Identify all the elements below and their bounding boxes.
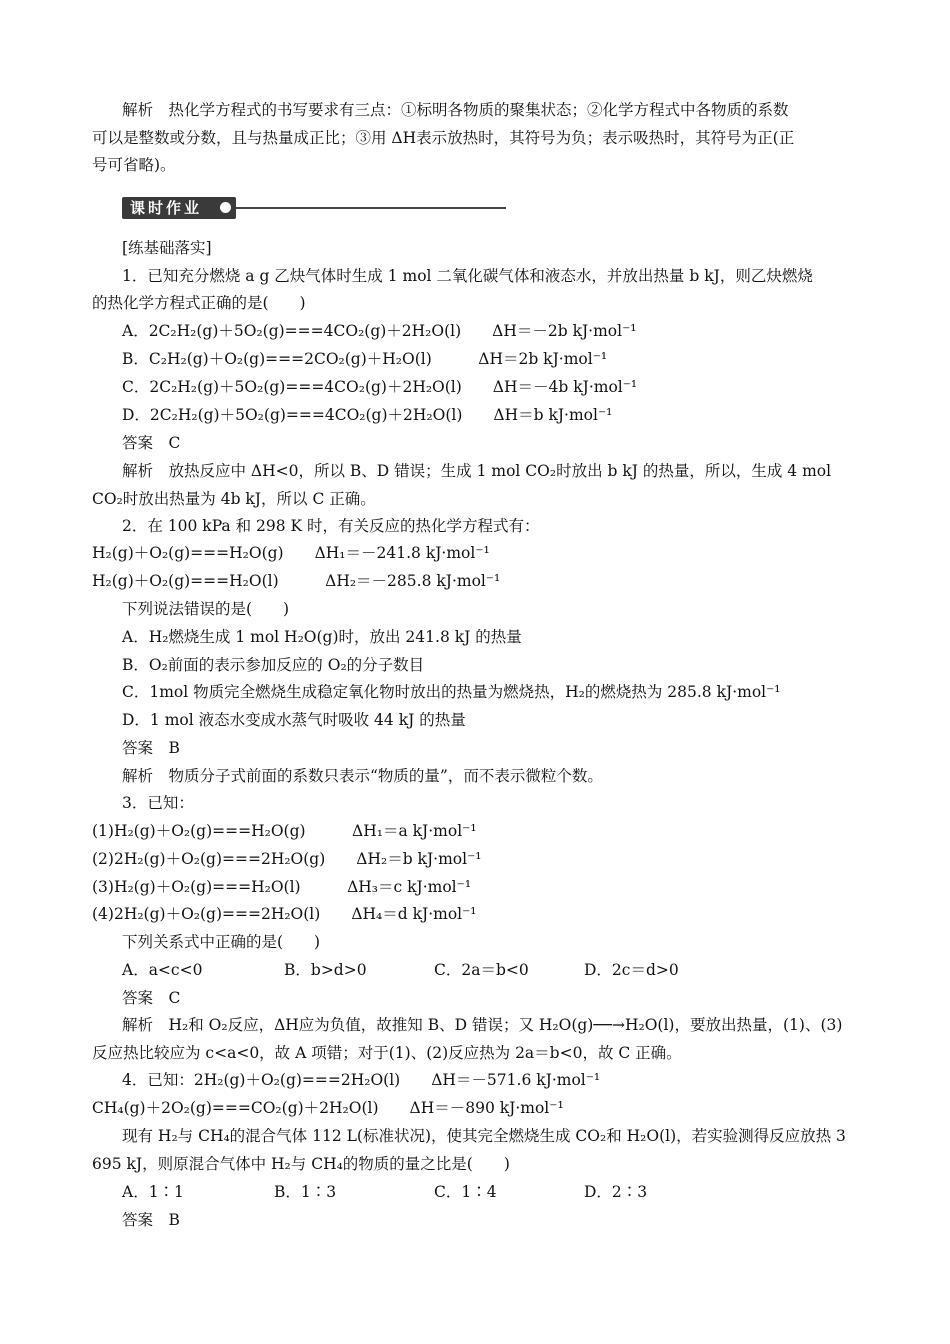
question-3-option-d: D．2c＝d>0 [584, 961, 679, 979]
question-1-explanation: 解析 放热反应中 ΔH<0，所以 B、D 错误；生成 1 mol CO₂时放出 b kJ 的热量，所以，生成 4 mol [122, 462, 832, 480]
question-4-option-b: B．1∶3 [274, 1183, 337, 1201]
bullet-dot-icon [220, 202, 231, 213]
explanation-line: 号可省略)。 [92, 156, 176, 174]
question-4-option-a: A．1∶1 [122, 1183, 184, 1201]
question-4-body: 现有 H₂与 CH₄的混合气体 112 L(标准状况)，使其完全燃烧生成 CO₂和 H₂O(l)，若实验测得反应放热 3 [122, 1127, 846, 1145]
question-3-equation: (3)H₂(g)＋O₂(g)===H₂O(l) ΔH₃＝c kJ·mol⁻¹ [92, 878, 472, 896]
question-3-option-b: B．b>d>0 [284, 961, 367, 979]
question-2-explanation: 解析 物质分子式前面的系数只表示“物质的量”，而不表示微粒个数。 [122, 767, 603, 785]
question-1-stem: 1．已知充分燃烧 a g 乙炔气体时生成 1 mol 二氧化碳气体和液态水，并放出热量 b kJ，则乙炔燃烧 [122, 267, 813, 285]
question-1-option-b: B．C₂H₂(g)＋O₂(g)===2CO₂(g)＋H₂O(l) ΔH＝2b kJ·mol⁻¹ [122, 350, 608, 368]
question-3-equation: (2)2H₂(g)＋O₂(g)===2H₂O(g) ΔH₂＝b kJ·mol⁻¹ [92, 850, 482, 868]
question-1-option-d: D．2C₂H₂(g)＋5O₂(g)===4CO₂(g)＋2H₂O(l) ΔH＝b kJ·mol⁻¹ [122, 406, 613, 424]
question-4-equation: CH₄(g)＋2O₂(g)===CO₂(g)＋2H₂O(l) ΔH＝－890 kJ·mol⁻¹ [92, 1099, 564, 1117]
section-banner [122, 197, 506, 221]
question-1-option-a: A．2C₂H₂(g)＋5O₂(g)===4CO₂(g)＋2H₂O(l) ΔH＝－2b kJ·mol⁻¹ [122, 322, 637, 340]
question-3-equation: (4)2H₂(g)＋O₂(g)===2H₂O(l) ΔH₄＝d kJ·mol⁻¹ [92, 905, 477, 923]
question-3-explanation: 解析 H₂和 O₂反应，ΔH应为负值，故推知 B、D 错误；又 H₂O(g)──→H₂O(l)，要放出热量，(1)、(3) [122, 1016, 843, 1034]
question-2-option-c: C．1mol 物质完全燃烧生成稳定氧化物时放出的热量为燃烧热，H₂的燃烧热为 285.8 kJ·mol⁻¹ [122, 683, 781, 701]
question-2-equation: H₂(g)＋O₂(g)===H₂O(g) ΔH₁＝－241.8 kJ·mol⁻¹ [92, 544, 490, 562]
question-4-answer: 答案 B [122, 1211, 180, 1229]
question-3-equation: (1)H₂(g)＋O₂(g)===H₂O(g) ΔH₁＝a kJ·mol⁻¹ [92, 822, 477, 840]
question-3-stem: 3．已知： [122, 794, 194, 812]
question-4-option-c: C．1∶4 [434, 1183, 497, 1201]
explanation-line: 解析 热化学方程式的书写要求有三点：①标明各物质的聚集状态；②化学方程式中各物质的系数 [122, 101, 789, 119]
section-banner-title: 课时作业 [130, 199, 203, 217]
question-2-option-b: B．O₂前面的表示参加反应的 O₂的分子数目 [122, 656, 425, 674]
question-3-option-a: A．a<c<0 [122, 961, 203, 979]
question-1-option-c: C．2C₂H₂(g)＋5O₂(g)===4CO₂(g)＋2H₂O(l) ΔH＝－4b kJ·mol⁻¹ [122, 378, 638, 396]
banner-rule [236, 207, 506, 209]
explanation-line: 可以是整数或分数，且与热量成正比；③用 ΔH表示放热时，其符号为负；表示吸热时，其符号为正(正 [92, 129, 795, 147]
question-4-body: 695 kJ，则原混合气体中 H₂与 CH₄的物质的量之比是( ) [92, 1155, 510, 1173]
question-4-stem: 4．已知：2H₂(g)＋O₂(g)===2H₂O(l) ΔH＝－571.6 kJ·mol⁻¹ [122, 1071, 601, 1089]
question-2-option-d: D．1 mol 液态水变成水蒸气时吸收 44 kJ 的热量 [122, 711, 466, 729]
question-3-answer: 答案 C [122, 989, 181, 1007]
question-2-equation: H₂(g)＋O₂(g)===H₂O(l) ΔH₂＝－285.8 kJ·mol⁻¹ [92, 572, 501, 590]
question-1-answer: 答案 C [122, 434, 181, 452]
question-1-stem: 的热化学方程式正确的是( ) [92, 294, 306, 312]
question-2-option-a: A．H₂燃烧生成 1 mol H₂O(g)时，放出 241.8 kJ 的热量 [122, 628, 522, 646]
question-3-option-c: C．2a＝b<0 [434, 961, 529, 979]
question-3-explanation: 反应热比较应为 c<a<0，故 A 项错；对于(1)、(2)反应热为 2a＝b<0，故 C 正确。 [92, 1044, 682, 1062]
question-2-answer: 答案 B [122, 739, 180, 757]
question-2-stem: 2．在 100 kPa 和 298 K 时，有关反应的热化学方程式有： [122, 517, 540, 535]
question-4-option-d: D．2∶3 [584, 1183, 648, 1201]
question-3-ask: 下列关系式中正确的是( ) [122, 933, 321, 951]
question-2-ask: 下列说法错误的是( ) [122, 600, 290, 618]
question-1-explanation: CO₂时放出热量为 4b kJ，所以 C 正确。 [92, 490, 376, 508]
subsection-heading: [练基础落实] [122, 239, 212, 257]
